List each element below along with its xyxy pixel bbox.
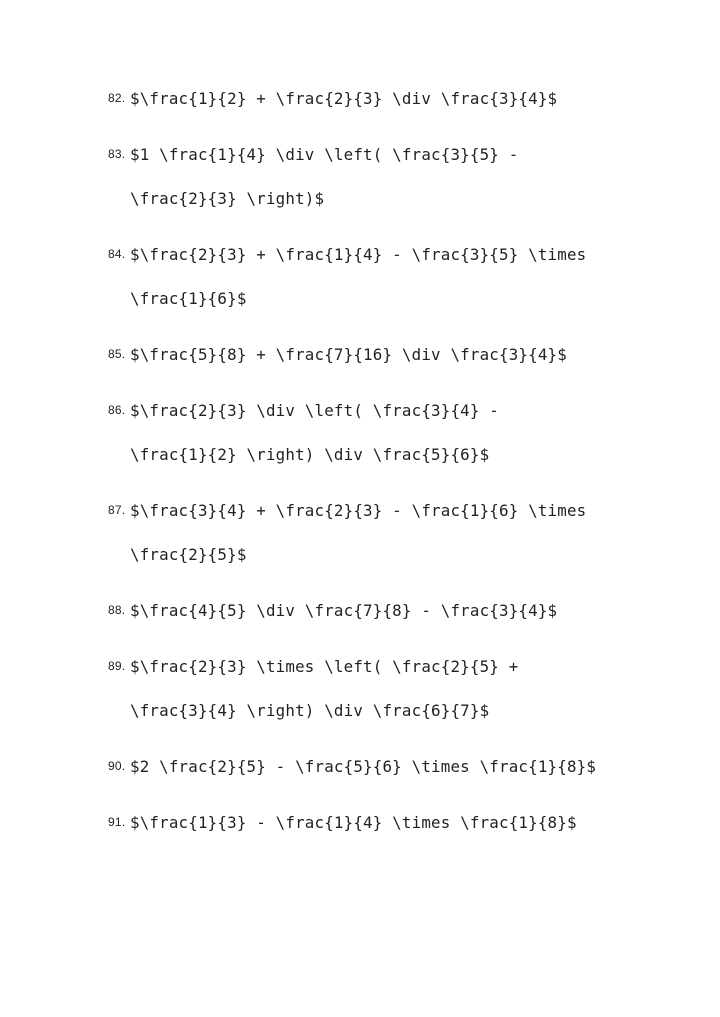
problem-expression: $\frac{2}{3} \times \left( \frac{2}{5} + bbox=[130, 657, 519, 676]
problem-number: 82. bbox=[108, 91, 126, 105]
problem-line-continued bbox=[108, 698, 668, 723]
problem-line bbox=[108, 398, 668, 423]
problem-expression-continued: \frac{2}{5}$ bbox=[130, 545, 247, 564]
problem-line-continued bbox=[108, 442, 668, 467]
problem-number: 86. bbox=[108, 403, 126, 417]
problem-item bbox=[108, 398, 668, 467]
problem-line bbox=[108, 86, 668, 111]
problem-item bbox=[108, 242, 668, 311]
problem-item bbox=[108, 86, 668, 111]
problem-expression-continued: \frac{3}{4} \right) \div \frac{6}{7}$ bbox=[130, 701, 490, 720]
problem-item bbox=[108, 142, 668, 211]
problem-number: 83. bbox=[108, 147, 126, 161]
problem-item bbox=[108, 498, 668, 567]
problem-expression: $\frac{4}{5} \div \frac{7}{8} - \frac{3}{4}$ bbox=[130, 601, 558, 620]
problem-number: 85. bbox=[108, 347, 126, 361]
problem-item bbox=[108, 342, 668, 367]
problem-line bbox=[108, 342, 668, 367]
problem-expression: $\frac{1}{2} + \frac{2}{3} \div \frac{3}{4}$ bbox=[130, 89, 558, 108]
problem-expression: $2 \frac{2}{5} - \frac{5}{6} \times \frac{1}{8}$ bbox=[130, 757, 597, 776]
problem-line bbox=[108, 754, 668, 779]
problem-line-continued bbox=[108, 542, 668, 567]
problem-number: 84. bbox=[108, 247, 126, 261]
problem-line bbox=[108, 142, 668, 167]
problem-item bbox=[108, 654, 668, 723]
problem-item bbox=[108, 754, 668, 779]
problem-number: 87. bbox=[108, 503, 126, 517]
problem-expression: $\frac{1}{3} - \frac{1}{4} \times \frac{1}{8}$ bbox=[130, 813, 577, 832]
problem-item bbox=[108, 810, 668, 835]
problem-expression: $\frac{5}{8} + \frac{7}{16} \div \frac{3}{4}$ bbox=[130, 345, 567, 364]
problem-line bbox=[108, 242, 668, 267]
problem-line bbox=[108, 810, 668, 835]
problem-line bbox=[108, 498, 668, 523]
problem-line-continued bbox=[108, 286, 668, 311]
problem-expression: $\frac{2}{3} \div \left( \frac{3}{4} - bbox=[130, 401, 499, 420]
problem-expression: $\frac{2}{3} + \frac{1}{4} - \frac{3}{5} \times bbox=[130, 245, 587, 264]
problem-expression: $\frac{3}{4} + \frac{2}{3} - \frac{1}{6} \times bbox=[130, 501, 587, 520]
problem-number: 90. bbox=[108, 759, 126, 773]
problem-line bbox=[108, 654, 668, 679]
problem-line bbox=[108, 598, 668, 623]
problem-number: 88. bbox=[108, 603, 126, 617]
problem-line-continued bbox=[108, 186, 668, 211]
problem-number: 91. bbox=[108, 815, 126, 829]
problem-expression: $1 \frac{1}{4} \div \left( \frac{3}{5} - bbox=[130, 145, 519, 164]
problem-item bbox=[108, 598, 668, 623]
problem-number: 89. bbox=[108, 659, 126, 673]
problem-list bbox=[108, 86, 668, 866]
problem-expression-continued: \frac{2}{3} \right)$ bbox=[130, 189, 325, 208]
problem-expression-continued: \frac{1}{2} \right) \div \frac{5}{6}$ bbox=[130, 445, 490, 464]
problem-expression-continued: \frac{1}{6}$ bbox=[130, 289, 247, 308]
